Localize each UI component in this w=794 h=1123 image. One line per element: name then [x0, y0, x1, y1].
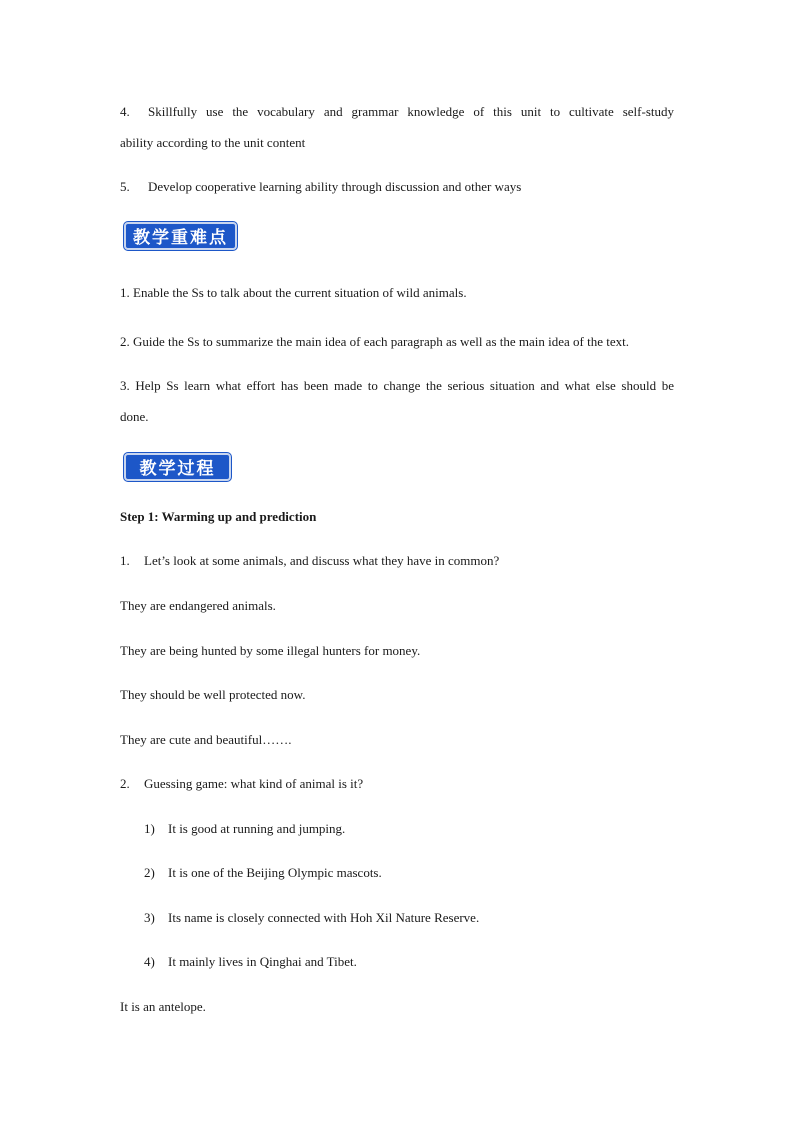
objective-4-line-2: ability according to the unit content — [120, 135, 306, 150]
answer-line: They are cute and beautiful……. — [120, 732, 292, 747]
clue-text: Its name is closely connected with Hoh Xil Nature Reserve. — [168, 910, 480, 925]
objective-4-line-1 — [120, 104, 674, 120]
clue-item — [144, 865, 382, 881]
objective-4-text: Skillfully use the vocabulary and grammar knowledge of this unit to cultivate self-study — [148, 104, 674, 119]
key-point-1: 1. Enable the Ss to talk about the current situation of wild animals. — [120, 285, 467, 300]
key-points-heading-badge: 教学重难点 — [124, 222, 237, 250]
objective-4-number: 4. — [120, 104, 130, 119]
key-point-3-line-2: done. — [120, 409, 149, 424]
answer-line: They should be well protected now. — [120, 687, 306, 702]
objective-5-text: Develop cooperative learning ability through discussion and other ways — [148, 179, 522, 194]
clue-number: 3) — [144, 910, 155, 925]
clue-text: It is good at running and jumping. — [168, 821, 346, 836]
clue-number: 2) — [144, 865, 155, 880]
answer-line: They are endangered animals. — [120, 598, 276, 613]
question-2 — [120, 776, 363, 792]
clue-text: It mainly lives in Qinghai and Tibet. — [168, 954, 357, 969]
guessing-game-answer: It is an antelope. — [120, 999, 206, 1014]
process-heading-badge: 教学过程 — [124, 453, 231, 481]
clue-text: It is one of the Beijing Olympic mascots. — [168, 865, 382, 880]
clue-number: 1) — [144, 821, 155, 836]
key-point-2: 2. Guide the Ss to summarize the main idea of each paragraph as well as the main idea of the text. — [120, 334, 629, 349]
objective-5 — [120, 179, 521, 195]
clue-item — [144, 821, 345, 837]
clue-number: 4) — [144, 954, 155, 969]
question-2-text: Guessing game: what kind of animal is it? — [144, 776, 364, 791]
step-1-title: Step 1: Warming up and prediction — [120, 509, 317, 524]
objective-5-number: 5. — [120, 179, 130, 194]
clue-item — [144, 910, 479, 926]
question-1-number: 1. — [120, 553, 130, 568]
key-point-3-line-1: 3. Help Ss learn what effort has been made to change the serious situation and what else should be — [120, 378, 674, 393]
answer-line: They are being hunted by some illegal hunters for money. — [120, 643, 421, 658]
question-1 — [120, 553, 499, 569]
clue-item — [144, 954, 357, 970]
question-1-text: Let’s look at some animals, and discuss what they have in common? — [144, 553, 500, 568]
question-2-number: 2. — [120, 776, 130, 791]
